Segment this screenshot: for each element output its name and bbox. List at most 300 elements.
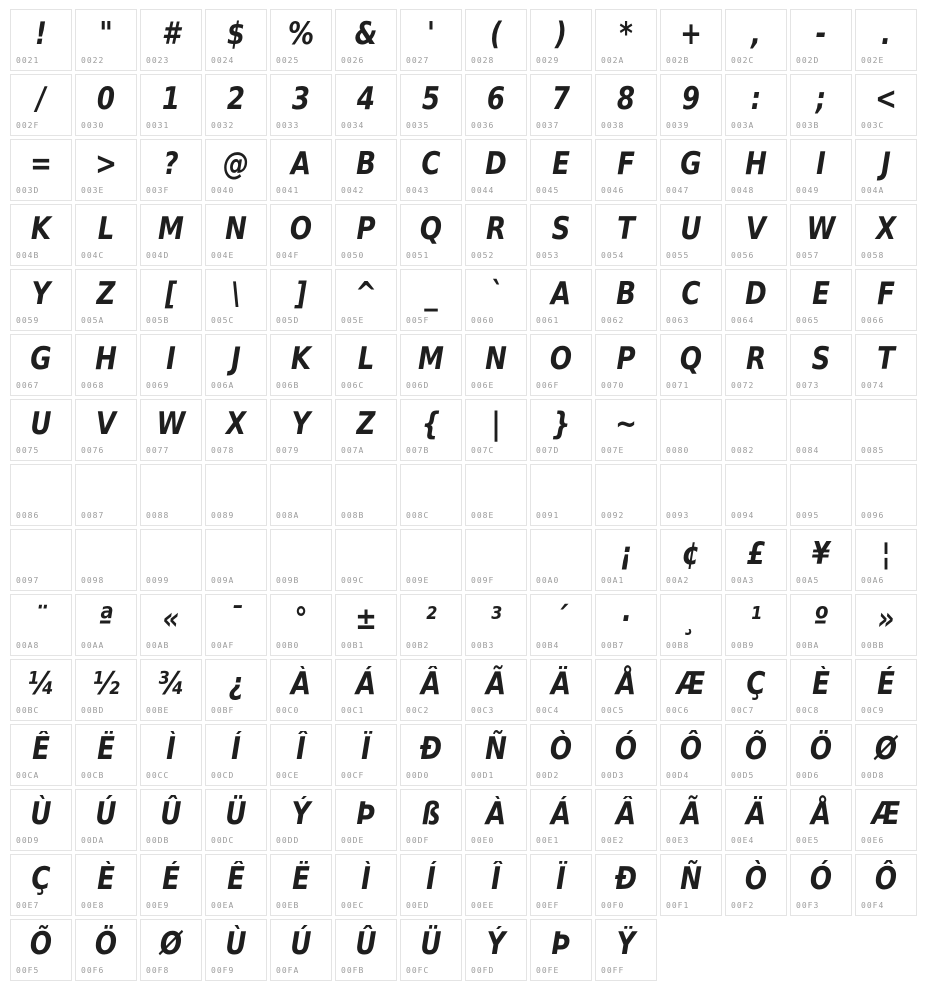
glyph-code-label: 002C bbox=[731, 56, 755, 65]
glyph-code-label: 0076 bbox=[81, 446, 105, 455]
glyph-char: É bbox=[162, 860, 180, 897]
glyph-char: Ï bbox=[361, 730, 371, 767]
glyph-code-label: 00EC bbox=[341, 901, 365, 910]
glyph-char bbox=[341, 532, 391, 576]
glyph-char: 2 bbox=[226, 80, 246, 117]
glyph-cell bbox=[140, 789, 202, 851]
glyph-char bbox=[861, 402, 911, 446]
glyph-char: B bbox=[356, 145, 376, 182]
glyph-char: H bbox=[95, 340, 117, 377]
glyph-cell bbox=[140, 399, 202, 461]
glyph-code-label: 0093 bbox=[666, 511, 690, 520]
glyph-code-label: 0092 bbox=[601, 511, 625, 520]
glyph-cell bbox=[725, 659, 787, 721]
glyph-char: O bbox=[549, 340, 573, 377]
glyph-char: » bbox=[877, 600, 895, 637]
glyph-code-label: 00DC bbox=[211, 836, 235, 845]
glyph-code-label: 00FE bbox=[536, 966, 560, 975]
glyph-code-label: 002E bbox=[861, 56, 885, 65]
glyph-cell bbox=[530, 139, 592, 201]
glyph-code-label: 006E bbox=[471, 381, 495, 390]
glyph-cell bbox=[10, 789, 72, 851]
glyph-code-label: 0049 bbox=[796, 186, 820, 195]
glyph-code-label: 008E bbox=[471, 511, 495, 520]
glyph-code-label: 00CC bbox=[146, 771, 170, 780]
glyph-code-label: 0089 bbox=[211, 511, 235, 520]
glyph-code-label: 00B9 bbox=[731, 641, 755, 650]
glyph-char: ` bbox=[489, 275, 503, 312]
glyph-cell bbox=[855, 724, 917, 786]
glyph-cell bbox=[725, 139, 787, 201]
glyph-char: Ñ bbox=[485, 730, 507, 767]
glyph-char: Ó bbox=[614, 730, 638, 767]
glyph-char: º bbox=[813, 600, 829, 637]
glyph-code-label: 00D8 bbox=[861, 771, 885, 780]
glyph-code-label: 0075 bbox=[16, 446, 40, 455]
glyph-char: ´ bbox=[554, 600, 568, 637]
glyph-code-label: 00B0 bbox=[276, 641, 300, 650]
glyph-char: ; bbox=[815, 80, 827, 117]
glyph-char: Ô bbox=[679, 730, 703, 767]
glyph-char: Ò bbox=[744, 860, 768, 897]
glyph-char bbox=[211, 467, 261, 511]
glyph-cell bbox=[10, 464, 72, 526]
glyph-cell bbox=[465, 269, 527, 331]
glyph-char: ^ bbox=[355, 275, 377, 312]
glyph-char: Ù bbox=[225, 925, 247, 962]
glyph-char: ~ bbox=[615, 405, 637, 442]
glyph-cell bbox=[530, 594, 592, 656]
glyph-cell bbox=[140, 334, 202, 396]
glyph-code-label: 00E8 bbox=[81, 901, 105, 910]
glyph-char: ³ bbox=[490, 600, 502, 637]
glyph-cell bbox=[205, 529, 267, 591]
glyph-cell bbox=[335, 919, 397, 981]
glyph-code-label: 00F6 bbox=[81, 966, 105, 975]
glyph-char: À bbox=[290, 665, 312, 702]
glyph-code-label: 0069 bbox=[146, 381, 170, 390]
glyph-char bbox=[731, 402, 781, 446]
glyph-char: ¡ bbox=[620, 535, 632, 572]
glyph-char bbox=[81, 467, 131, 511]
glyph-code-label: 00B1 bbox=[341, 641, 365, 650]
glyph-cell bbox=[270, 204, 332, 266]
glyph-cell bbox=[725, 269, 787, 331]
glyph-char: U bbox=[680, 210, 702, 247]
glyph-cell bbox=[790, 74, 852, 136]
glyph-char bbox=[16, 532, 66, 576]
glyph-cell bbox=[595, 919, 657, 981]
glyph-code-label: 00BE bbox=[146, 706, 170, 715]
glyph-cell bbox=[270, 854, 332, 916]
glyph-cell bbox=[855, 269, 917, 331]
glyph-code-label: 0030 bbox=[81, 121, 105, 130]
glyph-cell bbox=[10, 854, 72, 916]
glyph-cell bbox=[725, 854, 787, 916]
glyph-char: ¼ bbox=[27, 665, 55, 702]
glyph-code-label: 0064 bbox=[731, 316, 755, 325]
glyph-cell bbox=[725, 204, 787, 266]
glyph-char: 5 bbox=[421, 80, 441, 117]
glyph-code-label: 00B7 bbox=[601, 641, 625, 650]
glyph-cell bbox=[855, 594, 917, 656]
glyph-char: W bbox=[806, 210, 836, 247]
glyph-char bbox=[81, 532, 131, 576]
glyph-code-label: 0060 bbox=[471, 316, 495, 325]
glyph-code-label: 003A bbox=[731, 121, 755, 130]
glyph-code-label: 0043 bbox=[406, 186, 430, 195]
glyph-char: Á bbox=[355, 665, 377, 702]
glyph-cell bbox=[140, 139, 202, 201]
glyph-char: Â bbox=[615, 795, 637, 832]
glyph-cell bbox=[270, 659, 332, 721]
glyph-char: È bbox=[812, 665, 830, 702]
glyph-code-label: 00BB bbox=[861, 641, 885, 650]
glyph-char: K bbox=[290, 340, 312, 377]
glyph-char: < bbox=[875, 80, 897, 117]
glyph-cell bbox=[140, 659, 202, 721]
glyph-char: ¿ bbox=[228, 665, 244, 702]
glyph-cell bbox=[10, 9, 72, 71]
glyph-code-label: 00A5 bbox=[796, 576, 820, 585]
glyph-cell bbox=[595, 74, 657, 136]
glyph-char: G bbox=[680, 145, 702, 182]
glyph-cell bbox=[530, 854, 592, 916]
glyph-cell bbox=[595, 594, 657, 656]
glyph-code-label: 0036 bbox=[471, 121, 495, 130]
glyph-cell bbox=[335, 789, 397, 851]
glyph-char: Ì bbox=[361, 860, 371, 897]
glyph-cell bbox=[660, 399, 722, 461]
glyph-char: 7 bbox=[551, 80, 571, 117]
glyph-char: P bbox=[356, 210, 376, 247]
glyph-cell bbox=[595, 139, 657, 201]
glyph-code-label: 006C bbox=[341, 381, 365, 390]
glyph-char: Q bbox=[419, 210, 443, 247]
glyph-cell bbox=[790, 334, 852, 396]
glyph-code-label: 00C8 bbox=[796, 706, 820, 715]
glyph-code-label: 005C bbox=[211, 316, 235, 325]
glyph-char: ± bbox=[355, 600, 377, 637]
glyph-code-label: 00C9 bbox=[861, 706, 885, 715]
glyph-char: T bbox=[877, 340, 895, 377]
glyph-code-label: 00AA bbox=[81, 641, 105, 650]
glyph-code-label: 00A1 bbox=[601, 576, 625, 585]
glyph-code-label: 00FD bbox=[471, 966, 495, 975]
glyph-cell bbox=[530, 724, 592, 786]
glyph-char: L bbox=[357, 340, 375, 377]
glyph-cell bbox=[790, 789, 852, 851]
glyph-char: I bbox=[816, 145, 826, 182]
glyph-char bbox=[471, 467, 521, 511]
glyph-char: Ñ bbox=[680, 860, 702, 897]
glyph-char: K bbox=[30, 210, 52, 247]
glyph-cell bbox=[660, 204, 722, 266]
glyph-char: ß bbox=[421, 795, 441, 832]
glyph-cell bbox=[75, 139, 137, 201]
glyph-code-label: 0067 bbox=[16, 381, 40, 390]
glyph-cell bbox=[725, 789, 787, 851]
glyph-cell bbox=[855, 529, 917, 591]
glyph-char: Ë bbox=[292, 860, 310, 897]
glyph-code-label: 00DB bbox=[146, 836, 170, 845]
glyph-char: ½ bbox=[92, 665, 120, 702]
glyph-char: Ú bbox=[290, 925, 312, 962]
glyph-code-label: 00F1 bbox=[666, 901, 690, 910]
glyph-cell bbox=[855, 659, 917, 721]
glyph-code-label: 0041 bbox=[276, 186, 300, 195]
glyph-cell bbox=[140, 724, 202, 786]
glyph-char: + bbox=[680, 15, 702, 52]
glyph-code-label: 004E bbox=[211, 251, 235, 260]
glyph-char: E bbox=[812, 275, 830, 312]
glyph-code-label: 00E3 bbox=[666, 836, 690, 845]
glyph-char: Å bbox=[615, 665, 637, 702]
glyph-code-label: 0025 bbox=[276, 56, 300, 65]
glyph-cell bbox=[205, 9, 267, 71]
glyph-code-label: 00DE bbox=[341, 836, 365, 845]
glyph-char: Ä bbox=[550, 665, 572, 702]
glyph-cell bbox=[660, 594, 722, 656]
glyph-code-label: 006F bbox=[536, 381, 560, 390]
glyph-cell bbox=[75, 789, 137, 851]
glyph-code-label: 0039 bbox=[666, 121, 690, 130]
glyph-code-label: 00A2 bbox=[666, 576, 690, 585]
glyph-code-label: 0034 bbox=[341, 121, 365, 130]
glyph-char: | bbox=[491, 405, 501, 442]
glyph-char: Ô bbox=[874, 860, 898, 897]
glyph-cell bbox=[465, 724, 527, 786]
glyph-code-label: 002A bbox=[601, 56, 625, 65]
glyph-code-label: 002D bbox=[796, 56, 820, 65]
glyph-cell bbox=[205, 919, 267, 981]
glyph-cell bbox=[790, 9, 852, 71]
glyph-char: ¢ bbox=[681, 535, 701, 572]
glyph-cell bbox=[270, 269, 332, 331]
glyph-char: Õ bbox=[29, 925, 53, 962]
glyph-cell bbox=[335, 269, 397, 331]
glyph-cell bbox=[10, 74, 72, 136]
glyph-char: Õ bbox=[744, 730, 768, 767]
glyph-code-label: 009C bbox=[341, 576, 365, 585]
glyph-char: Ö bbox=[94, 925, 118, 962]
glyph-cell bbox=[75, 74, 137, 136]
glyph-char: ¸ bbox=[684, 600, 698, 637]
glyph-code-label: 00D3 bbox=[601, 771, 625, 780]
glyph-cell bbox=[790, 529, 852, 591]
glyph-char: Ø bbox=[874, 730, 898, 767]
glyph-cell bbox=[595, 724, 657, 786]
glyph-cell bbox=[10, 334, 72, 396]
glyph-cell bbox=[75, 594, 137, 656]
glyph-char: M bbox=[158, 210, 184, 247]
glyph-code-label: 009A bbox=[211, 576, 235, 585]
glyph-cell bbox=[855, 74, 917, 136]
glyph-char: B bbox=[616, 275, 636, 312]
glyph-char: I bbox=[166, 340, 176, 377]
glyph-char: N bbox=[225, 210, 247, 247]
glyph-code-label: 00BF bbox=[211, 706, 235, 715]
glyph-cell bbox=[660, 659, 722, 721]
glyph-char: / bbox=[36, 80, 46, 117]
glyph-char: Ó bbox=[809, 860, 833, 897]
glyph-cell bbox=[465, 74, 527, 136]
glyph-code-label: 0091 bbox=[536, 511, 560, 520]
glyph-cell bbox=[400, 854, 462, 916]
glyph-cell bbox=[660, 334, 722, 396]
glyph-cell bbox=[465, 594, 527, 656]
glyph-cell bbox=[660, 139, 722, 201]
glyph-cell bbox=[790, 594, 852, 656]
glyph-code-label: 00F3 bbox=[796, 901, 820, 910]
glyph-cell bbox=[10, 204, 72, 266]
glyph-code-label: 0085 bbox=[861, 446, 885, 455]
glyph-char bbox=[146, 532, 196, 576]
glyph-cell bbox=[10, 529, 72, 591]
glyph-cell bbox=[725, 724, 787, 786]
glyph-code-label: 005B bbox=[146, 316, 170, 325]
glyph-char bbox=[146, 467, 196, 511]
glyph-char bbox=[861, 467, 911, 511]
glyph-char: Ð bbox=[614, 860, 637, 897]
glyph-char: Ø bbox=[159, 925, 183, 962]
glyph-code-label: 00FF bbox=[601, 966, 625, 975]
glyph-cell bbox=[465, 334, 527, 396]
glyph-cell bbox=[400, 269, 462, 331]
glyph-code-label: 009E bbox=[406, 576, 430, 585]
glyph-code-label: 0099 bbox=[146, 576, 170, 585]
glyph-char: # bbox=[161, 15, 181, 52]
glyph-cell bbox=[335, 139, 397, 201]
glyph-code-label: 0068 bbox=[81, 381, 105, 390]
glyph-cell bbox=[140, 919, 202, 981]
glyph-char: 4 bbox=[356, 80, 376, 117]
glyph-code-label: 00D1 bbox=[471, 771, 495, 780]
glyph-char: £ bbox=[746, 535, 766, 572]
glyph-cell bbox=[400, 74, 462, 136]
glyph-code-label: 004C bbox=[81, 251, 105, 260]
glyph-code-label: 0062 bbox=[601, 316, 625, 325]
glyph-code-label: 002B bbox=[666, 56, 690, 65]
glyph-char: E bbox=[552, 145, 570, 182]
glyph-char bbox=[471, 532, 521, 576]
glyph-code-label: 00F5 bbox=[16, 966, 40, 975]
glyph-code-label: 0053 bbox=[536, 251, 560, 260]
glyph-cell bbox=[75, 529, 137, 591]
glyph-code-label: 0051 bbox=[406, 251, 430, 260]
glyph-cell bbox=[595, 334, 657, 396]
glyph-code-label: 00D9 bbox=[16, 836, 40, 845]
glyph-cell bbox=[270, 594, 332, 656]
glyph-char bbox=[406, 532, 456, 576]
glyph-cell bbox=[270, 724, 332, 786]
glyph-cell bbox=[790, 854, 852, 916]
glyph-cell bbox=[75, 464, 137, 526]
glyph-cell bbox=[855, 204, 917, 266]
glyph-char: Þ bbox=[356, 795, 376, 832]
glyph-code-label: 0070 bbox=[601, 381, 625, 390]
glyph-char: R bbox=[485, 210, 507, 247]
glyph-char: P bbox=[616, 340, 636, 377]
glyph-code-label: 00EB bbox=[276, 901, 300, 910]
glyph-char: À bbox=[485, 795, 507, 832]
glyph-char: N bbox=[485, 340, 507, 377]
glyph-cell bbox=[530, 399, 592, 461]
glyph-code-label: 00BA bbox=[796, 641, 820, 650]
glyph-char bbox=[536, 532, 586, 576]
glyph-char: O bbox=[289, 210, 313, 247]
glyph-cell bbox=[205, 204, 267, 266]
glyph-code-label: 0035 bbox=[406, 121, 430, 130]
glyph-char: Û bbox=[160, 795, 182, 832]
glyph-code-label: 00F8 bbox=[146, 966, 170, 975]
glyph-code-label: 0063 bbox=[666, 316, 690, 325]
glyph-code-label: 00AF bbox=[211, 641, 235, 650]
glyph-code-label: 004A bbox=[861, 186, 885, 195]
glyph-code-label: 003F bbox=[146, 186, 170, 195]
glyph-cell bbox=[270, 919, 332, 981]
glyph-char: ) bbox=[555, 15, 567, 52]
glyph-code-label: 0050 bbox=[341, 251, 365, 260]
glyph-code-label: 00E5 bbox=[796, 836, 820, 845]
glyph-char bbox=[276, 532, 326, 576]
glyph-char bbox=[796, 402, 846, 446]
glyph-code-label: 00CE bbox=[276, 771, 300, 780]
glyph-cell bbox=[75, 9, 137, 71]
glyph-code-label: 003D bbox=[16, 186, 40, 195]
glyph-char: Ò bbox=[549, 730, 573, 767]
glyph-code-label: 0078 bbox=[211, 446, 235, 455]
glyph-code-label: 0021 bbox=[16, 56, 40, 65]
glyph-code-label: 00D2 bbox=[536, 771, 560, 780]
glyph-cell bbox=[335, 204, 397, 266]
glyph-char: Û bbox=[355, 925, 377, 962]
glyph-code-label: 00C3 bbox=[471, 706, 495, 715]
glyph-cell bbox=[10, 594, 72, 656]
glyph-char: Ê bbox=[227, 860, 245, 897]
glyph-char: 3 bbox=[291, 80, 311, 117]
glyph-char: ¦ bbox=[881, 535, 891, 572]
glyph-cell bbox=[75, 659, 137, 721]
glyph-char: \ bbox=[231, 275, 241, 312]
glyph-cell bbox=[725, 334, 787, 396]
glyph-cell bbox=[75, 269, 137, 331]
glyph-char: Å bbox=[810, 795, 832, 832]
glyph-code-label: 00FC bbox=[406, 966, 430, 975]
glyph-code-label: 0096 bbox=[861, 511, 885, 520]
glyph-cell bbox=[465, 919, 527, 981]
glyph-cell bbox=[790, 464, 852, 526]
glyph-code-label: 004F bbox=[276, 251, 300, 260]
glyph-cell bbox=[205, 464, 267, 526]
glyph-char: . bbox=[881, 15, 891, 52]
glyph-char: J bbox=[881, 145, 891, 182]
glyph-cell bbox=[205, 399, 267, 461]
glyph-code-label: 0045 bbox=[536, 186, 560, 195]
glyph-char bbox=[16, 467, 66, 511]
glyph-char: C bbox=[681, 275, 701, 312]
glyph-cell bbox=[140, 464, 202, 526]
glyph-code-label: 0080 bbox=[666, 446, 690, 455]
glyph-char: Í bbox=[426, 860, 436, 897]
glyph-char: A bbox=[290, 145, 312, 182]
glyph-char: D bbox=[745, 275, 767, 312]
glyph-char: ¨ bbox=[34, 600, 48, 637]
glyph-code-label: 0023 bbox=[146, 56, 170, 65]
glyph-cell bbox=[465, 789, 527, 851]
glyph-cell bbox=[660, 789, 722, 851]
glyph-cell bbox=[10, 399, 72, 461]
